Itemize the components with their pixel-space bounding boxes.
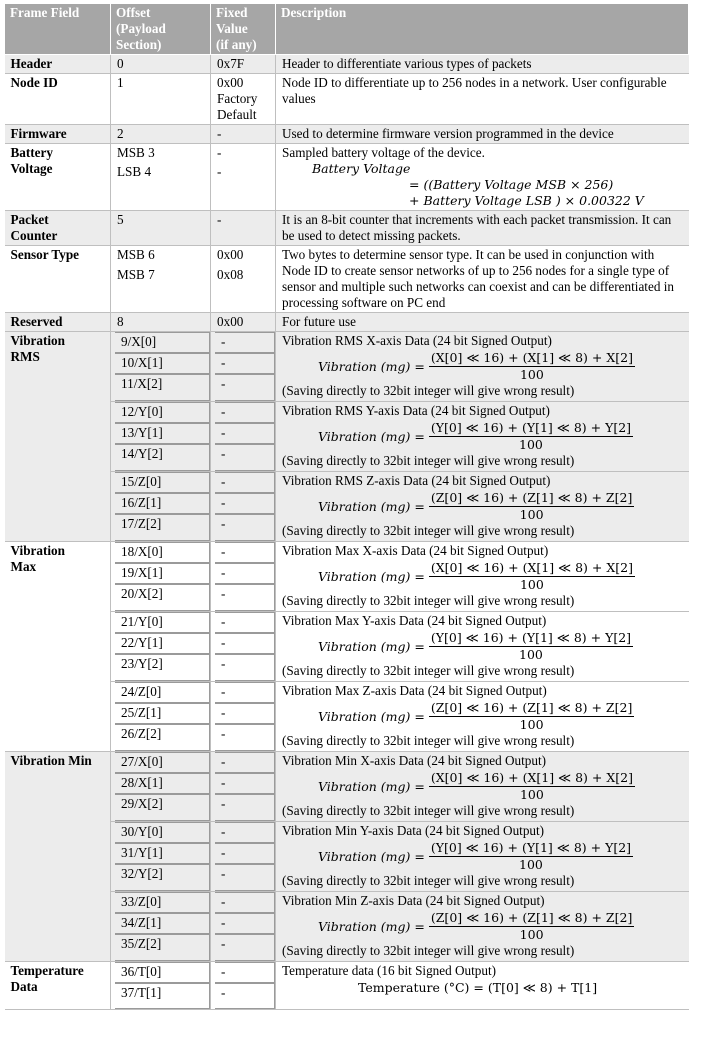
fixed-line: - xyxy=(217,164,222,179)
row-description xyxy=(276,682,689,752)
equation-numerator: (Z[0] ≪ 16) + (Z[1] ≪ 8) + Z[2] xyxy=(430,910,633,925)
row-fixed xyxy=(211,246,276,313)
equation-denominator: 100 xyxy=(519,577,544,592)
header-offset-line: Section) xyxy=(116,37,162,52)
equation-denominator: 100 xyxy=(519,437,543,452)
row-description xyxy=(276,144,689,211)
row-description: For future use xyxy=(276,313,689,332)
block-title: Vibration Min Z-axis Data (24 bit Signed Output) xyxy=(282,893,545,908)
row-offset xyxy=(111,472,211,542)
offset-cell: 14/Y[2] xyxy=(115,444,210,471)
vibration-equation xyxy=(318,770,683,803)
header-offset xyxy=(111,4,211,55)
row-offset: 2 xyxy=(111,125,211,144)
fixed-cell: - xyxy=(215,654,275,681)
fixed-cell: - xyxy=(215,822,275,843)
equation-lhs: Vibration (mg) = xyxy=(318,358,425,374)
fixed-cell: - xyxy=(215,892,275,913)
equation-fraction xyxy=(429,910,634,943)
row-field xyxy=(5,682,111,752)
header-offset-line: Offset xyxy=(116,5,151,20)
row-offset: 1 xyxy=(111,74,211,125)
fixed-cell: - xyxy=(215,423,275,444)
row-offset xyxy=(111,332,211,402)
row-description xyxy=(276,402,689,472)
row-description xyxy=(276,472,689,542)
battery-eq-line: + Battery Voltage LSB ) × 0.00322 V xyxy=(409,193,644,208)
equation-numerator: (X[0] ≪ 16) + (X[1] ≪ 8) + X[2] xyxy=(430,350,633,365)
block-note: (Saving directly to 32bit integer will give wrong result) xyxy=(282,383,575,398)
block-title: Vibration Min Y-axis Data (24 bit Signed Output) xyxy=(282,823,545,838)
row-offset xyxy=(111,542,211,612)
row-field xyxy=(5,332,111,402)
fixed-cell: - xyxy=(215,332,275,353)
table-row xyxy=(5,752,689,822)
row-offset xyxy=(111,752,211,822)
block-title: Vibration RMS Z-axis Data (24 bit Signed Output) xyxy=(282,473,551,488)
equation-fraction xyxy=(429,700,634,733)
offset-cell: 27/X[0] xyxy=(115,752,210,773)
fixed-cell: - xyxy=(215,962,275,983)
offset-cell: 11/X[2] xyxy=(115,374,210,401)
fixed-cell: - xyxy=(215,794,275,821)
fixed-line: 0x08 xyxy=(217,267,244,282)
vibration-equation xyxy=(318,420,683,453)
fixed-cell: - xyxy=(215,542,275,563)
table-row xyxy=(5,55,689,74)
row-description: Two bytes to determine sensor type. It can be used in conjunction with Node ID to create sensor networks of up to 256 nodes for a single type of sensor and multiple such networks can coexist and can be differentiated in processing software on PC end xyxy=(276,246,689,313)
row-fixed xyxy=(211,144,276,211)
row-description: Node ID to differentiate up to 256 nodes in a network. User configurable values xyxy=(276,74,689,125)
field-line: Battery xyxy=(10,145,53,160)
row-fixed: 0x7F xyxy=(211,55,276,74)
battery-equation xyxy=(282,161,683,209)
row-description: Used to determine firmware version programmed in the device xyxy=(276,125,689,144)
row-description xyxy=(276,962,689,1010)
fixed-cell: - xyxy=(215,682,275,703)
row-fixed xyxy=(211,752,276,822)
row-offset xyxy=(111,822,211,892)
offset-cell: 36/T[0] xyxy=(115,962,210,983)
equation-numerator: (Y[0] ≪ 16) + (Y[1] ≪ 8) + Y[2] xyxy=(430,420,632,435)
block-title: Vibration RMS Y-axis Data (24 bit Signed Output) xyxy=(282,403,550,418)
row-fixed xyxy=(211,74,276,125)
equation-numerator: (X[0] ≪ 16) + (X[1] ≪ 8) + X[2] xyxy=(430,770,633,785)
fixed-cell: - xyxy=(215,402,275,423)
row-fixed xyxy=(211,962,276,1010)
block-note: (Saving directly to 32bit integer will give wrong result) xyxy=(282,943,575,958)
row-field xyxy=(5,962,111,1010)
fixed-cell: - xyxy=(215,633,275,654)
offset-cell: 12/Y[0] xyxy=(115,402,210,423)
block-title: Vibration Min X-axis Data (24 bit Signed Output) xyxy=(282,753,547,768)
fixed-cell: - xyxy=(215,472,275,493)
table-row xyxy=(5,402,689,472)
equation-lhs: Vibration (mg) = xyxy=(318,568,425,584)
fixed-cell: - xyxy=(215,703,275,724)
temperature-desc: Temperature data (16 bit Signed Output) xyxy=(282,963,497,978)
row-fixed: - xyxy=(211,125,276,144)
row-fixed xyxy=(211,682,276,752)
header-fixed-line: Fixed xyxy=(216,5,248,20)
row-offset xyxy=(111,144,211,211)
table-row xyxy=(5,682,689,752)
block-note: (Saving directly to 32bit integer will give wrong result) xyxy=(282,873,575,888)
header-frame-field: Frame Field xyxy=(5,4,111,55)
row-field xyxy=(5,211,111,246)
temperature-equation: Temperature (°C) = (T[0] ≪ 8) + T[1] xyxy=(358,980,598,995)
vibration-equation xyxy=(318,630,683,663)
offset-cell: 17/Z[2] xyxy=(115,514,210,541)
block-note: (Saving directly to 32bit integer will give wrong result) xyxy=(282,663,575,678)
row-fixed xyxy=(211,822,276,892)
table-row xyxy=(5,472,689,542)
equation-lhs: Vibration (mg) = xyxy=(318,778,425,794)
fixed-cell: - xyxy=(215,724,275,751)
equation-lhs: Vibration (mg) = xyxy=(318,498,425,514)
vibration-equation xyxy=(318,840,683,873)
equation-lhs: Vibration (mg) = xyxy=(318,708,425,724)
row-field xyxy=(5,472,111,542)
offset-cell: 9/X[0] xyxy=(115,332,210,353)
equation-fraction xyxy=(429,350,635,383)
equation-numerator: (Y[0] ≪ 16) + (Y[1] ≪ 8) + Y[2] xyxy=(430,840,632,855)
header-description: Description xyxy=(276,4,689,55)
equation-denominator: 100 xyxy=(519,647,543,662)
offset-cell: 16/Z[1] xyxy=(115,493,210,514)
offset-cell: 31/Y[1] xyxy=(115,843,210,864)
battery-eq-line: Battery Voltage xyxy=(312,161,411,176)
vibration-equation xyxy=(318,490,683,523)
equation-numerator: (Z[0] ≪ 16) + (Z[1] ≪ 8) + Z[2] xyxy=(430,490,633,505)
fixed-cell: - xyxy=(215,584,275,611)
equation-fraction xyxy=(429,770,635,803)
block-title: Vibration RMS X-axis Data (24 bit Signed Output) xyxy=(282,333,552,348)
offset-cell: 25/Z[1] xyxy=(115,703,210,724)
fixed-cell: - xyxy=(215,374,275,401)
block-note: (Saving directly to 32bit integer will give wrong result) xyxy=(282,733,575,748)
block-note: (Saving directly to 32bit integer will give wrong result) xyxy=(282,803,575,818)
equation-fraction xyxy=(429,420,633,453)
equation-lhs: Vibration (mg) = xyxy=(318,918,425,934)
offset-cell: 23/Y[2] xyxy=(115,654,210,681)
table-row xyxy=(5,542,689,612)
row-description: It is an 8-bit counter that increments with each packet transmission. It can be used to detect missing packets. xyxy=(276,211,689,246)
row-offset: 0 xyxy=(111,55,211,74)
field-line: Voltage xyxy=(10,161,53,176)
field-line: Packet xyxy=(10,212,49,227)
table-row xyxy=(5,892,689,962)
equation-fraction xyxy=(429,490,634,523)
row-description xyxy=(276,892,689,962)
fixed-cell: - xyxy=(215,913,275,934)
offset-line: LSB 4 xyxy=(117,164,152,179)
offset-line: MSB 3 xyxy=(117,145,155,160)
equation-fraction xyxy=(429,560,635,593)
row-fixed xyxy=(211,612,276,682)
offset-cell: 35/Z[2] xyxy=(115,934,210,961)
equation-lhs: Vibration (mg) = xyxy=(318,428,425,444)
fixed-line: 0x00 xyxy=(217,247,244,262)
row-field: Node ID xyxy=(5,74,111,125)
row-fixed xyxy=(211,892,276,962)
equation-lhs: Vibration (mg) = xyxy=(318,848,425,864)
row-field: Reserved xyxy=(5,313,111,332)
fixed-cell: - xyxy=(215,612,275,633)
offset-cell: 29/X[2] xyxy=(115,794,210,821)
row-description xyxy=(276,332,689,402)
offset-cell: 26/Z[2] xyxy=(115,724,210,751)
offset-cell: 22/Y[1] xyxy=(115,633,210,654)
table-row xyxy=(5,612,689,682)
vibration-equation xyxy=(318,560,683,593)
fixed-cell: - xyxy=(215,864,275,891)
fixed-line: - xyxy=(217,145,222,160)
fixed-cell: - xyxy=(215,752,275,773)
table-row xyxy=(5,144,689,211)
table-row xyxy=(5,313,689,332)
offset-cell: 37/T[1] xyxy=(115,983,210,1009)
offset-cell: 32/Y[2] xyxy=(115,864,210,891)
equation-numerator: (Y[0] ≪ 16) + (Y[1] ≪ 8) + Y[2] xyxy=(430,630,632,645)
row-field xyxy=(5,542,111,612)
table-row xyxy=(5,74,689,125)
offset-cell: 21/Y[0] xyxy=(115,612,210,633)
fixed-line: Default xyxy=(217,107,257,122)
table-row xyxy=(5,822,689,892)
offset-cell: 28/X[1] xyxy=(115,773,210,794)
offset-cell: 34/Z[1] xyxy=(115,913,210,934)
row-fixed: - xyxy=(211,211,276,246)
equation-lhs: Vibration (mg) = xyxy=(318,638,425,654)
offset-cell: 15/Z[0] xyxy=(115,472,210,493)
row-field xyxy=(5,892,111,962)
offset-line: MSB 6 xyxy=(117,247,155,262)
fixed-cell: - xyxy=(215,773,275,794)
field-line: RMS xyxy=(10,349,40,364)
fixed-line: 0x00 xyxy=(217,75,244,90)
block-note: (Saving directly to 32bit integer will give wrong result) xyxy=(282,593,575,608)
block-note: (Saving directly to 32bit integer will give wrong result) xyxy=(282,523,575,538)
row-field xyxy=(5,752,111,822)
table-row xyxy=(5,246,689,313)
equation-denominator: 100 xyxy=(519,927,544,942)
field-line: Vibration xyxy=(10,543,65,558)
table-row xyxy=(5,211,689,246)
fixed-cell: - xyxy=(215,983,275,1009)
table-row xyxy=(5,332,689,402)
table-header-row xyxy=(5,4,689,55)
row-offset: 5 xyxy=(111,211,211,246)
offset-cell: 13/Y[1] xyxy=(115,423,210,444)
offset-cell: 33/Z[0] xyxy=(115,892,210,913)
row-fixed xyxy=(211,472,276,542)
header-fixed-line: Value xyxy=(216,21,248,36)
field-line: Vibration xyxy=(10,333,65,348)
fixed-cell: - xyxy=(215,493,275,514)
row-field: Header xyxy=(5,55,111,74)
equation-numerator: (X[0] ≪ 16) + (X[1] ≪ 8) + X[2] xyxy=(430,560,633,575)
equation-denominator: 100 xyxy=(519,787,544,802)
fixed-line: Factory xyxy=(217,91,258,106)
equation-fraction xyxy=(429,840,633,873)
fixed-cell: - xyxy=(215,934,275,961)
vibration-equation xyxy=(318,700,683,733)
offset-line: MSB 7 xyxy=(117,267,155,282)
field-line: Max xyxy=(10,559,37,574)
row-offset xyxy=(111,682,211,752)
row-description xyxy=(276,752,689,822)
block-note: (Saving directly to 32bit integer will give wrong result) xyxy=(282,453,575,468)
fixed-cell: - xyxy=(215,563,275,584)
field-line: Counter xyxy=(10,228,58,243)
row-fixed xyxy=(211,542,276,612)
offset-cell: 18/X[0] xyxy=(115,542,210,563)
equation-denominator: 100 xyxy=(519,717,544,732)
row-offset xyxy=(111,892,211,962)
fixed-cell: - xyxy=(215,514,275,541)
offset-cell: 10/X[1] xyxy=(115,353,210,374)
row-description: Header to differentiate various types of packets xyxy=(276,55,689,74)
offset-cell: 30/Y[0] xyxy=(115,822,210,843)
row-field xyxy=(5,144,111,211)
fixed-cell: - xyxy=(215,444,275,471)
table-row xyxy=(5,962,689,1010)
offset-cell: 24/Z[0] xyxy=(115,682,210,703)
field-line: Temperature xyxy=(10,963,84,978)
row-offset xyxy=(111,402,211,472)
offset-cell: 20/X[2] xyxy=(115,584,210,611)
equation-numerator: (Z[0] ≪ 16) + (Z[1] ≪ 8) + Z[2] xyxy=(430,700,633,715)
battery-eq-line: = ((Battery Voltage MSB × 256) xyxy=(409,177,614,192)
row-field xyxy=(5,822,111,892)
row-offset xyxy=(111,962,211,1010)
vibration-equation xyxy=(318,350,683,383)
row-field: Sensor Type xyxy=(5,246,111,313)
row-fixed xyxy=(211,332,276,402)
equation-denominator: 100 xyxy=(519,857,543,872)
block-title: Vibration Max X-axis Data (24 bit Signed Output) xyxy=(282,543,549,558)
block-title: Vibration Max Y-axis Data (24 bit Signed Output) xyxy=(282,613,547,628)
row-description xyxy=(276,822,689,892)
header-fixed-value xyxy=(211,4,276,55)
header-offset-line: (Payload xyxy=(116,21,166,36)
row-fixed xyxy=(211,402,276,472)
row-offset xyxy=(111,612,211,682)
payload-table xyxy=(4,3,689,1010)
table-row xyxy=(5,125,689,144)
block-title: Vibration Max Z-axis Data (24 bit Signed Output) xyxy=(282,683,547,698)
row-description xyxy=(276,542,689,612)
row-offset xyxy=(111,246,211,313)
row-fixed: 0x00 xyxy=(211,313,276,332)
row-field xyxy=(5,612,111,682)
battery-desc: Sampled battery voltage of the device. xyxy=(282,145,485,160)
header-fixed-line: (if any) xyxy=(216,37,257,52)
row-field: Firmware xyxy=(5,125,111,144)
field-line: Vibration Min xyxy=(10,753,92,768)
equation-denominator: 100 xyxy=(519,507,544,522)
equation-fraction xyxy=(429,630,633,663)
vibration-equation xyxy=(318,910,683,943)
row-description xyxy=(276,612,689,682)
row-field xyxy=(5,402,111,472)
equation-denominator: 100 xyxy=(519,367,544,382)
fixed-cell: - xyxy=(215,843,275,864)
offset-cell: 19/X[1] xyxy=(115,563,210,584)
row-offset: 8 xyxy=(111,313,211,332)
fixed-cell: - xyxy=(215,353,275,374)
field-line: Data xyxy=(10,979,38,994)
